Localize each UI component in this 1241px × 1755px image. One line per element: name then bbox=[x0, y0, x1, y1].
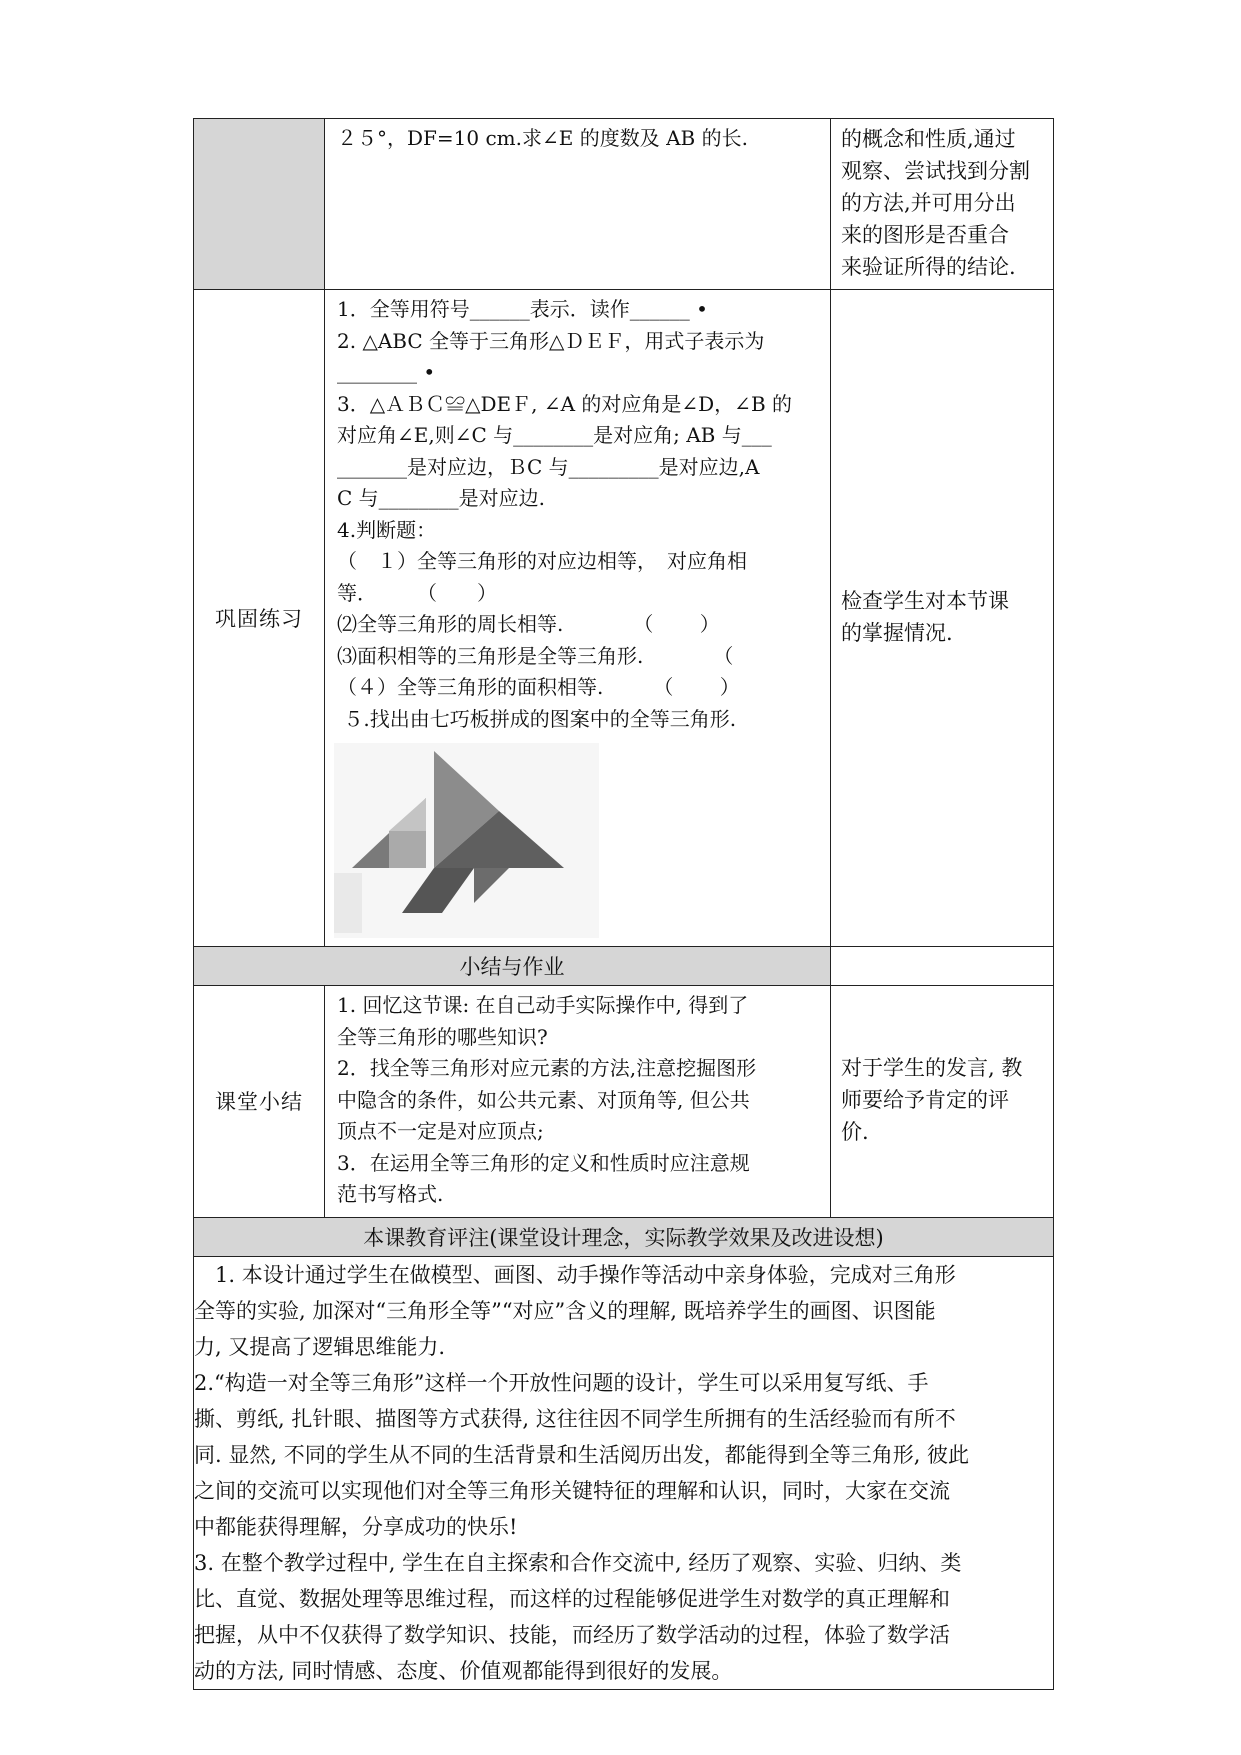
tangram-figure bbox=[334, 743, 599, 938]
evaluation-line: 3. 在整个教学过程中, 学生在自主探索和合作交流中, 经历了观察、实验、归纳、类 bbox=[194, 1550, 962, 1575]
summary-header: 小结与作业 bbox=[194, 947, 831, 986]
note-line: 来验证所得的结论. bbox=[841, 255, 1016, 279]
evaluation-line: 中都能获得理解，分享成功的快乐! bbox=[194, 1514, 518, 1539]
practice-line: （ １）全等三角形的对应边相等， 对应角相 bbox=[337, 549, 747, 573]
practice-content-cell bbox=[325, 290, 831, 947]
row-practice bbox=[194, 290, 1054, 947]
note-line: 师要给予肯定的评 bbox=[841, 1088, 1009, 1113]
practice-line: 等． （ ） bbox=[337, 580, 497, 605]
practice-line: 4.判断题： bbox=[337, 517, 437, 542]
evaluation-body bbox=[194, 1256, 1054, 1689]
summary-line: 顶点不一定是对应顶点; bbox=[337, 1119, 544, 1143]
class-summary-label: 课堂小结 bbox=[194, 986, 325, 1218]
row-continuation-label-cell bbox=[194, 119, 325, 290]
practice-line: 对应角∠E,则∠C 与________是对应角; AB 与___ bbox=[337, 423, 772, 447]
summary-line: 2．找全等三角形对应元素的方法,注意挖掘图形 bbox=[337, 1056, 757, 1080]
note-line: 价. bbox=[841, 1120, 869, 1145]
summary-line: 3．在运用全等三角形的定义和性质时应注意规 bbox=[337, 1150, 750, 1175]
note-line: 的概念和性质,通过 bbox=[841, 127, 1016, 151]
practice-label: 巩固练习 bbox=[194, 290, 325, 947]
summary-line: 全等三角形的哪些知识? bbox=[337, 1024, 548, 1049]
row-summary-header bbox=[194, 947, 1054, 986]
practice-line: ________ • bbox=[337, 360, 436, 384]
practice-note-cell bbox=[831, 290, 1054, 947]
practice-line: ５.找出由七巧板拼成的图案中的全等三角形. bbox=[337, 706, 737, 731]
class-summary-content-cell bbox=[325, 986, 831, 1218]
practice-line: _______是对应边，ＢC 与_________是对应边,A bbox=[337, 454, 760, 479]
note-line: 的掌握情况. bbox=[841, 621, 953, 645]
practice-line: ⑶面积相等的三角形是全等三角形. （ bbox=[337, 643, 734, 668]
summary-line: 范书写格式. bbox=[337, 1182, 444, 1206]
practice-line: 2. △ABC 全等于三角形△ＤＥＦ，用式子表示为 bbox=[337, 328, 765, 353]
evaluation-line: 力, 又提高了逻辑思维能力. bbox=[194, 1334, 446, 1359]
evaluation-line: 1. 本设计通过学生在做模型、画图、动手操作等活动中亲身体验，完成对三角形 bbox=[194, 1262, 956, 1287]
tangram-square bbox=[389, 831, 426, 868]
note-line: 来的图形是否重合 bbox=[841, 223, 1009, 247]
note-line: 检查学生对本节课 bbox=[841, 589, 1009, 613]
evaluation-line: 撕、剪纸, 扎针眼、描图等方式获得, 这往往因不同学生所拥有的生活经验而有所不 bbox=[194, 1406, 956, 1431]
row-evaluation-body bbox=[194, 1256, 1054, 1689]
row-class-summary bbox=[194, 986, 1054, 1218]
evaluation-header: 本课教育评注(课堂设计理念，实际教学效果及改进设想) bbox=[194, 1217, 1054, 1256]
row-continuation bbox=[194, 119, 1054, 290]
summary-line: 1. 回忆这节课: 在自己动手实际操作中, 得到了 bbox=[337, 993, 749, 1017]
evaluation-line: 把握，从中不仅获得了数学知识、技能，而经历了数学活动的过程，体验了数学活 bbox=[194, 1622, 950, 1647]
summary-header-empty-cell bbox=[831, 947, 1054, 986]
problem-text: ２５°，DF=10 cm.求∠E 的度数及 AB 的长. bbox=[337, 126, 748, 150]
note-line: 对于学生的发言, 教 bbox=[841, 1056, 1023, 1081]
row-continuation-note-cell bbox=[831, 119, 1054, 290]
evaluation-line: 之间的交流可以实现他们对全等三角形关键特征的理解和认识，同时，大家在交流 bbox=[194, 1478, 950, 1503]
row-continuation-content-cell bbox=[325, 119, 831, 290]
evaluation-line: 比、直觉、数据处理等思维过程，而这样的过程能够促进学生对数学的真正理解和 bbox=[194, 1586, 950, 1611]
practice-line: C 与________是对应边. bbox=[337, 486, 546, 510]
summary-line: 中隐含的条件，如公共元素、对顶角等, 但公共 bbox=[337, 1087, 750, 1112]
evaluation-line: 同. 显然, 不同的学生从不同的生活背景和生活阅历出发，都能得到全等三角形, 彼此 bbox=[194, 1442, 970, 1467]
note-line: 观察、尝试找到分割 bbox=[841, 159, 1030, 183]
evaluation-line: 全等的实验, 加深对“三角形全等”“对应”含义的理解, 既培养学生的画图、识图能 bbox=[194, 1298, 936, 1323]
practice-line: 3．△ＡＢＣ≌△DEＦ, ∠A 的对应角是∠D，∠B 的 bbox=[337, 391, 792, 416]
practice-line: ⑵全等三角形的周长相等. （ ） bbox=[337, 612, 720, 636]
note-line: 的方法,并可用分出 bbox=[841, 191, 1016, 215]
row-evaluation-header bbox=[194, 1217, 1054, 1256]
practice-line: 1．全等用符号______表示．读作______ • bbox=[337, 297, 708, 321]
class-summary-note-cell bbox=[831, 986, 1054, 1218]
practice-line: （４）全等三角形的面积相等. （ ） bbox=[337, 675, 740, 699]
lesson-plan-table bbox=[193, 118, 1054, 1690]
evaluation-line: 动的方法, 同时情感、态度、价值观都能得到很好的发展。 bbox=[194, 1658, 733, 1683]
tangram-paper-edge bbox=[334, 873, 362, 933]
evaluation-line: 2.“构造一对全等三角形”这样一个开放性问题的设计，学生可以采用复写纸、手 bbox=[194, 1370, 929, 1395]
